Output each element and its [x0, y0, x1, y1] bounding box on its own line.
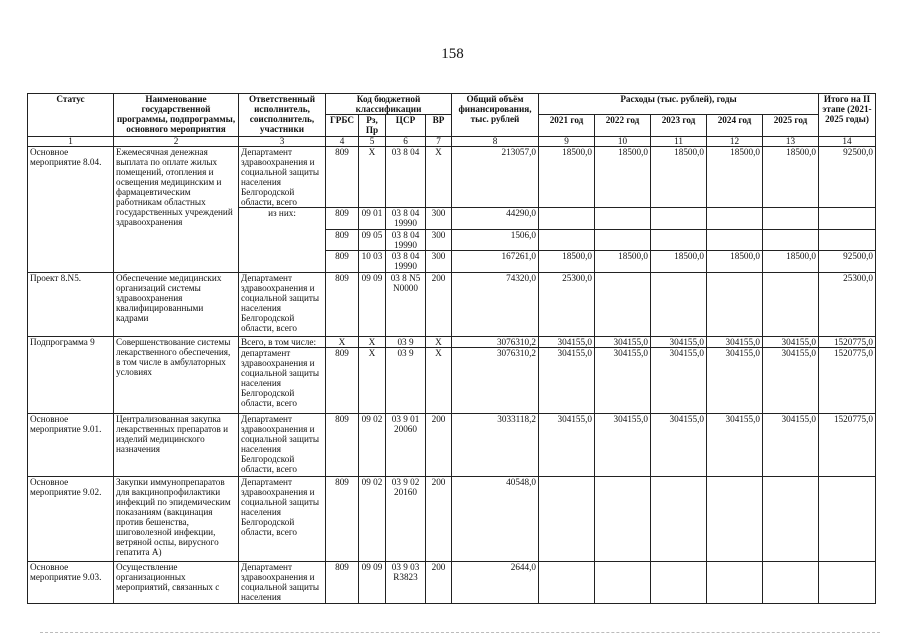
- cell-csr: 03 8 04 19990: [386, 230, 426, 251]
- cell-total: 44290,0: [452, 208, 539, 230]
- header-vr: ВР: [426, 115, 452, 137]
- cell-rzpr: 09 02: [359, 477, 386, 562]
- cell-vr: 200: [426, 562, 452, 604]
- cell-2023: 304155,0: [651, 414, 707, 477]
- header-status: Статус: [28, 94, 114, 137]
- cell-vr: 300: [426, 230, 452, 251]
- cell-2024: 18500,0: [707, 147, 763, 208]
- col-num: 2: [114, 137, 239, 147]
- cell-rzpr: 09 09: [359, 273, 386, 337]
- cell-rzpr: X: [359, 147, 386, 208]
- cell-2025: 304155,0: [763, 414, 819, 477]
- page-bottom-divider: [40, 632, 880, 633]
- header-stage-total: Итого на II этапе (2021-2025 годы): [819, 94, 876, 137]
- header-expenses: Расходы (тыс. рублей), годы: [539, 94, 819, 115]
- col-num: 6: [386, 137, 426, 147]
- cell-2024: 18500,0: [707, 251, 763, 273]
- cell-grbs: 809: [326, 147, 359, 208]
- cell-2021: 304155,0: [539, 348, 595, 414]
- row-responsible: Департамент здравоохранения и социальной защиты населения: [239, 562, 326, 604]
- cell-vr: 200: [426, 477, 452, 562]
- table-row: [28, 414, 876, 477]
- cell-csr: 03 9: [386, 337, 426, 348]
- cell-rzpr: 09 09: [359, 562, 386, 604]
- cell-grbs: 809: [326, 348, 359, 414]
- cell-grbs: 809: [326, 273, 359, 337]
- cell-2025: 18500,0: [763, 147, 819, 208]
- cell-total: 2644,0: [452, 562, 539, 604]
- budget-table: [27, 93, 876, 604]
- cell-2022: 18500,0: [595, 147, 651, 208]
- row-responsible: Департамент здравоохранения и социальной защиты населения Белгородской области, всего: [239, 477, 326, 562]
- row-name: Закупки иммунопрепаратов для вакцинопрофилактики инфекций по эпидемическим показаниям (вакцинация против бешенства, шиговолезной инфекции, ветряной оспы, вирусного гепатита А): [114, 477, 239, 562]
- cell-2023: 18500,0: [651, 251, 707, 273]
- col-num: 4: [326, 137, 359, 147]
- table-row: [28, 147, 876, 208]
- row-name: Осуществление организационных мероприятий, связанных с: [114, 562, 239, 604]
- cell-csr: 03 9 01 20060: [386, 414, 426, 477]
- cell-total: 3033118,2: [452, 414, 539, 477]
- col-num: 5: [359, 137, 386, 147]
- cell-2022: 304155,0: [595, 337, 651, 348]
- header-responsible: Ответственный исполнитель, соисполнитель, участники: [239, 94, 326, 137]
- header-name: Наименование государственной программы, подпрограммы, основного мероприятия: [114, 94, 239, 137]
- cell-grbs: 809: [326, 477, 359, 562]
- cell-total: 167261,0: [452, 251, 539, 273]
- cell-rzpr: X: [359, 348, 386, 414]
- cell-stage-total: 92500,0: [819, 251, 876, 273]
- row-responsible: из них:: [239, 208, 326, 273]
- cell-vr: X: [426, 147, 452, 208]
- cell-2023: 304155,0: [651, 337, 707, 348]
- cell-2024: 304155,0: [707, 414, 763, 477]
- cell-2021: 18500,0: [539, 251, 595, 273]
- header-budget-code: Код бюджетной классификации: [326, 94, 452, 115]
- cell-vr: 300: [426, 208, 452, 230]
- cell-csr: 03 8 04 19990: [386, 208, 426, 230]
- table-row: [28, 337, 876, 348]
- cell-total: 213057,0: [452, 147, 539, 208]
- cell-2024: 304155,0: [707, 337, 763, 348]
- cell-total: 74320,0: [452, 273, 539, 337]
- cell-2022: 304155,0: [595, 414, 651, 477]
- cell-csr: 03 9: [386, 348, 426, 414]
- row-status: Проект 8.N5.: [28, 273, 114, 337]
- cell-rzpr: 09 05: [359, 230, 386, 251]
- row-name: Обеспечение медицинских организаций системы здравоохранения квалифицированными кадрами: [114, 273, 239, 337]
- col-num: 13: [763, 137, 819, 147]
- table-row: [28, 562, 876, 604]
- cell-total: 40548,0: [452, 477, 539, 562]
- header-2022: 2022 год: [595, 115, 651, 137]
- cell-csr: 03 9 02 20160: [386, 477, 426, 562]
- col-num: 3: [239, 137, 326, 147]
- cell-csr: 03 8 04: [386, 147, 426, 208]
- header-csr: ЦСР: [386, 115, 426, 137]
- row-status: Основное мероприятие 9.03.: [28, 562, 114, 604]
- cell-2021: 25300,0: [539, 273, 595, 337]
- header-2021: 2021 год: [539, 115, 595, 137]
- cell-total: 3076310,2: [452, 337, 539, 348]
- table-row: [28, 477, 876, 562]
- page-number: 158: [441, 46, 464, 62]
- col-num: 8: [452, 137, 539, 147]
- cell-2022: 18500,0: [595, 251, 651, 273]
- row-status: Подпрограмма 9: [28, 337, 114, 414]
- row-responsible: Департамент здравоохранения и социальной защиты населения Белгородской области, всего: [239, 273, 326, 337]
- row-responsible: Департамент здравоохранения и социальной защиты населения Белгородской области, всего: [239, 414, 326, 477]
- row-status: Основное мероприятие 8.04.: [28, 147, 114, 273]
- cell-rzpr: 09 01: [359, 208, 386, 230]
- cell-grbs: 809: [326, 562, 359, 604]
- cell-2024: 304155,0: [707, 348, 763, 414]
- row-status: Основное мероприятие 9.02.: [28, 477, 114, 562]
- cell-stage-total: 1520775,0: [819, 337, 876, 348]
- row-responsible: Департамент здравоохранения и социальной защиты населения Белгородской области, всего: [239, 147, 326, 208]
- cell-2025: 18500,0: [763, 251, 819, 273]
- cell-total: 1506,0: [452, 230, 539, 251]
- cell-vr: 200: [426, 273, 452, 337]
- row-responsible: Всего, в том числе:: [239, 337, 326, 348]
- col-num: 1: [28, 137, 114, 147]
- cell-grbs: 809: [326, 208, 359, 230]
- column-number-row: [28, 137, 876, 147]
- cell-rzpr: 10 03: [359, 251, 386, 273]
- cell-2021: 304155,0: [539, 414, 595, 477]
- header-2023: 2023 год: [651, 115, 707, 137]
- col-num: 14: [819, 137, 876, 147]
- cell-2023: 304155,0: [651, 348, 707, 414]
- cell-grbs: X: [326, 337, 359, 348]
- cell-rzpr: 09 02: [359, 414, 386, 477]
- cell-stage-total: 1520775,0: [819, 348, 876, 414]
- cell-2023: 18500,0: [651, 147, 707, 208]
- cell-csr: 03 8 N5 N0000: [386, 273, 426, 337]
- cell-grbs: 809: [326, 251, 359, 273]
- row-status: Основное мероприятие 9.01.: [28, 414, 114, 477]
- header-rzpr: Рз, Пр: [359, 115, 386, 137]
- row-name: Ежемесячная денежная выплата по оплате жилых помещений, отопления и освещения медицинским и фармацевтическим работникам областных государственных учреждений здравоохранения: [114, 147, 239, 273]
- cell-stage-total: 25300,0: [819, 273, 876, 337]
- header-2024: 2024 год: [707, 115, 763, 137]
- cell-2025: 304155,0: [763, 348, 819, 414]
- cell-stage-total: 92500,0: [819, 147, 876, 208]
- header-2025: 2025 год: [763, 115, 819, 137]
- col-num: 10: [595, 137, 651, 147]
- table-row: [28, 273, 876, 337]
- cell-vr: X: [426, 337, 452, 348]
- col-num: 7: [426, 137, 452, 147]
- cell-total: 3076310,2: [452, 348, 539, 414]
- cell-grbs: 809: [326, 230, 359, 251]
- cell-grbs: 809: [326, 414, 359, 477]
- cell-2022: 304155,0: [595, 348, 651, 414]
- row-responsible: департамент здравоохранения и социальной защиты населения Белгородской области, всего: [239, 348, 326, 414]
- cell-stage-total: 1520775,0: [819, 414, 876, 477]
- col-num: 11: [651, 137, 707, 147]
- row-name: Совершенствование системы лекарственного обеспечения, в том числе в амбулаторных условиях: [114, 337, 239, 414]
- header-grbs: ГРБС: [326, 115, 359, 137]
- cell-2021: 304155,0: [539, 337, 595, 348]
- cell-csr: 03 8 04 19990: [386, 251, 426, 273]
- cell-vr: 300: [426, 251, 452, 273]
- row-name: Централизованная закупка лекарственных препаратов и изделий медицинского назначения: [114, 414, 239, 477]
- col-num: 9: [539, 137, 595, 147]
- cell-2021: 18500,0: [539, 147, 595, 208]
- cell-2025: 304155,0: [763, 337, 819, 348]
- col-num: 12: [707, 137, 763, 147]
- header-total: Общий объём финансирования, тыс. рублей: [452, 94, 539, 137]
- cell-vr: X: [426, 348, 452, 414]
- cell-vr: 200: [426, 414, 452, 477]
- cell-rzpr: X: [359, 337, 386, 348]
- cell-csr: 03 9 03 R3823: [386, 562, 426, 604]
